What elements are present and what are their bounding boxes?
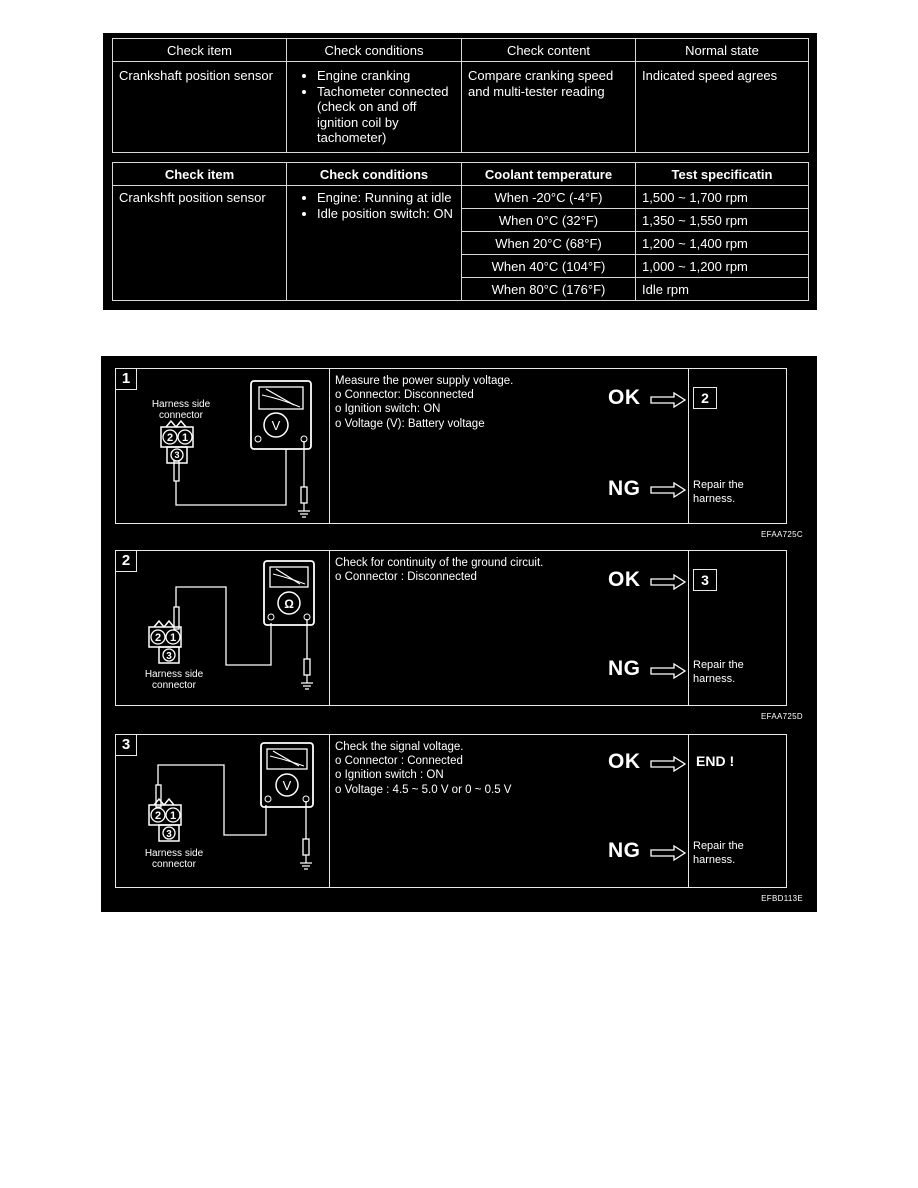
instruction-line: Check the signal voltage. bbox=[335, 741, 464, 753]
table-row bbox=[113, 186, 809, 209]
pin-label: 1 bbox=[169, 810, 177, 822]
step-1 bbox=[115, 368, 787, 524]
header-check-item: Check item bbox=[113, 39, 287, 62]
multimeter-diagram-icon bbox=[116, 735, 329, 887]
meter-symbol: Ω bbox=[284, 597, 294, 611]
spec-tables-panel bbox=[103, 33, 817, 310]
ng-action: Repair the harness. bbox=[693, 659, 744, 685]
result-divider bbox=[688, 551, 689, 705]
ng-label: NG bbox=[608, 477, 641, 500]
instruction-line: Check for continuity of the ground circuit. bbox=[335, 557, 544, 569]
cell-spec: 1,500 ~ 1,700 rpm bbox=[636, 186, 809, 209]
arrow-right-icon bbox=[650, 663, 686, 679]
diagnostic-steps-panel bbox=[101, 356, 817, 912]
end-label: END ! bbox=[696, 753, 735, 769]
instruction-line: Measure the power supply voltage. bbox=[335, 375, 514, 387]
header-normal-state: Normal state bbox=[636, 39, 809, 62]
arrow-right-icon bbox=[650, 392, 686, 408]
figure-code: EFBD113E bbox=[761, 894, 803, 903]
condition-item: • Tachometer connected (check on and off ignition coil by tachometer) bbox=[317, 84, 455, 146]
pin-label: 2 bbox=[154, 632, 162, 644]
cell-conditions bbox=[287, 186, 462, 301]
meter-symbol: V bbox=[282, 778, 292, 793]
pin-label: 3 bbox=[166, 829, 172, 840]
ng-action: Repair the harness. bbox=[693, 840, 744, 866]
multimeter-diagram-icon bbox=[116, 551, 329, 705]
arrow-right-icon bbox=[650, 482, 686, 498]
instruction-line: o Voltage (V): Battery voltage bbox=[335, 417, 485, 430]
instruction-line: o Connector : Disconnected bbox=[335, 571, 477, 584]
connector-label: Harness side connector bbox=[151, 399, 211, 421]
cell-item: Crankshaft position sensor bbox=[113, 62, 287, 153]
cell-spec: Idle rpm bbox=[636, 278, 809, 301]
arrow-right-icon bbox=[650, 845, 686, 861]
condition-item: • Engine cranking bbox=[317, 68, 455, 84]
pin-label: 1 bbox=[181, 432, 189, 444]
cell-temperature: When 20°C (68°F) bbox=[462, 232, 636, 255]
instruction-line: o Ignition switch: ON bbox=[335, 403, 441, 416]
header-coolant-temperature: Coolant temperature bbox=[462, 163, 636, 186]
cell-item: Crankshft position sensor bbox=[113, 186, 287, 301]
idle-speed-table bbox=[112, 162, 809, 301]
connector-label: Harness side connector bbox=[144, 669, 204, 691]
cell-temperature: When 40°C (104°F) bbox=[462, 255, 636, 278]
cell-spec: 1,350 ~ 1,550 rpm bbox=[636, 209, 809, 232]
step-diagram bbox=[116, 369, 330, 523]
ng-label: NG bbox=[608, 839, 641, 862]
cell-normal-state: Indicated speed agrees bbox=[636, 62, 809, 153]
table-header-row bbox=[113, 163, 809, 186]
instruction-line: o Ignition switch : ON bbox=[335, 769, 444, 782]
pin-label: 3 bbox=[174, 450, 180, 460]
cell-spec: 1,200 ~ 1,400 rpm bbox=[636, 232, 809, 255]
instruction-line: o Voltage : 4.5 ~ 5.0 V or 0 ~ 0.5 V bbox=[335, 783, 512, 796]
ok-label: OK bbox=[608, 386, 641, 409]
arrow-right-icon bbox=[650, 574, 686, 590]
cell-content: Compare cranking speed and multi-tester reading bbox=[462, 62, 636, 153]
meter-symbol: V bbox=[271, 418, 281, 433]
header-check-conditions: Check conditions bbox=[287, 163, 462, 186]
step-number: 1 bbox=[116, 369, 137, 390]
cell-temperature: When -20°C (-4°F) bbox=[462, 186, 636, 209]
figure-code: EFAA725C bbox=[761, 530, 803, 539]
result-divider bbox=[688, 369, 689, 523]
pin-label: 2 bbox=[166, 432, 174, 444]
step-instructions bbox=[335, 740, 595, 797]
ok-label: OK bbox=[608, 568, 641, 591]
ng-action: Repair the harness. bbox=[693, 479, 744, 505]
step-instructions bbox=[335, 556, 595, 584]
step-instructions bbox=[335, 374, 595, 431]
ng-label: NG bbox=[608, 657, 641, 680]
pin-label: 3 bbox=[166, 651, 172, 662]
cranking-check-table bbox=[112, 38, 809, 153]
step-3 bbox=[115, 734, 787, 888]
condition-item: • Idle position switch: ON bbox=[317, 206, 455, 222]
table-header-row bbox=[113, 39, 809, 62]
arrow-right-icon bbox=[650, 756, 686, 772]
pin-label: 1 bbox=[169, 632, 177, 644]
figure-code: EFAA725D bbox=[761, 712, 803, 721]
table-row bbox=[113, 62, 809, 153]
step-2 bbox=[115, 550, 787, 706]
step-diagram bbox=[116, 735, 330, 887]
header-check-conditions: Check conditions bbox=[287, 39, 462, 62]
result-divider bbox=[688, 735, 689, 887]
ok-label: OK bbox=[608, 750, 641, 773]
step-number: 3 bbox=[116, 735, 137, 756]
header-test-spec: Test specificatin bbox=[636, 163, 809, 186]
multimeter-diagram-icon bbox=[116, 369, 329, 523]
step-diagram bbox=[116, 551, 330, 705]
cell-conditions bbox=[287, 62, 462, 153]
next-step-box: 3 bbox=[693, 569, 717, 591]
pin-label: 2 bbox=[154, 810, 162, 822]
cell-temperature: When 0°C (32°F) bbox=[462, 209, 636, 232]
connector-label: Harness side connector bbox=[144, 848, 204, 870]
cell-temperature: When 80°C (176°F) bbox=[462, 278, 636, 301]
header-check-content: Check content bbox=[462, 39, 636, 62]
instruction-line: o Connector : Connected bbox=[335, 755, 463, 768]
cell-spec: 1,000 ~ 1,200 rpm bbox=[636, 255, 809, 278]
condition-item: • Engine: Running at idle bbox=[317, 190, 455, 206]
next-step-box: 2 bbox=[693, 387, 717, 409]
header-check-item: Check item bbox=[113, 163, 287, 186]
instruction-line: o Connector: Disconnected bbox=[335, 389, 474, 402]
step-number: 2 bbox=[116, 551, 137, 572]
